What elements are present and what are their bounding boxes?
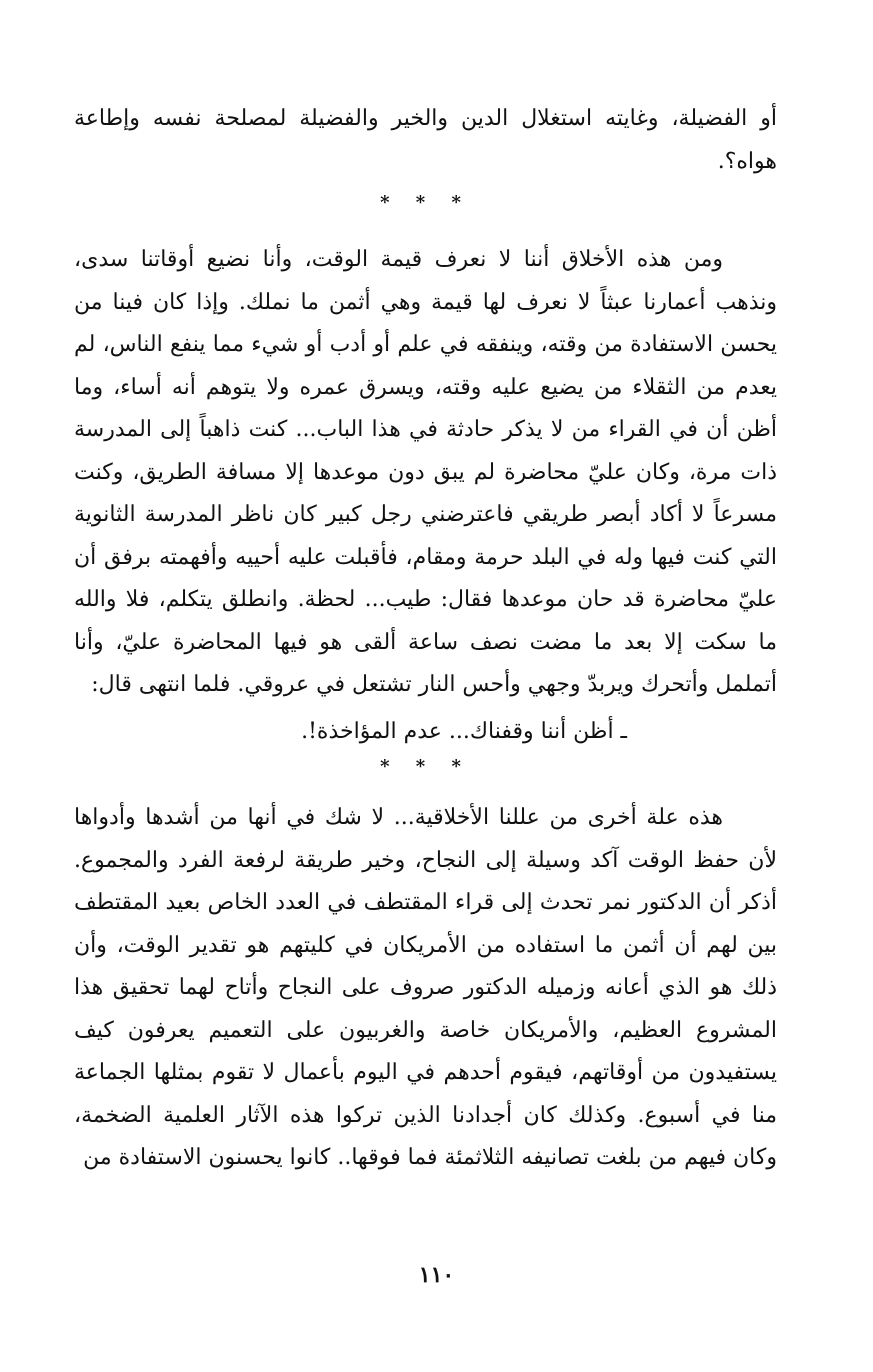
paragraph-continuation: أو الفضيلة، وغايته استغلال الدين والخير والفضيلة لمصلحة نفسه وإطاعة هواه؟. — [74, 106, 777, 174]
dialogue-quote: ـ أظن أننا وقفناك... عدم المؤاخذة!. — [301, 718, 627, 744]
paragraph-moral-defect: هذه علة أخرى من عللنا الأخلاقية... لا شك في أنها من أشدها وأدواها لأن حفظ الوقت آكد وسيلة إلى النجاح، وخير طريقة لرفعة الفرد والمجموع. أذكر أن الدكتور نمر تحدث إلى قراء المقتطف في العدد الخاص بعيد المقتطف بين لهم أن أثمن ما استفاده من الأمريكان في كليتهم هو تقدير الوقت، وأن ذلك هو الذي أعانه وزميله الدكتور صروف على النجاح وأتاح لهما تحقيق هذا المشروع العظيم، والأمريكان خاصة والغربيون على التعميم يعرفون كيف يستفيدون من أوقاتهم، فيقوم أحدهم في اليوم بأعمال لا تقوم بمثلها الجماعة منا في أسبوع. وكذلك كان أجدادنا الذين تركوا هذه الآثار العلمية الضخمة، وكان فيهم من بلغت تصانيفه الثلاثمئة فما فوقها.. كانوا يحسنون الاستفادة من — [74, 805, 777, 1170]
page-number: ١١٠ — [418, 1262, 455, 1288]
section-separator: * * * — [380, 192, 471, 213]
section-separator-2: * * * — [380, 756, 471, 777]
paragraph-time-value: ومن هذه الأخلاق أننا لا نعرف قيمة الوقت، وأنا نضيع أوقاتنا سدى، ونذهب أعمارنا عبثاً لا نعرف لها قيمة وهي أثمن ما نملك. وإذا كان فينا من يحسن الاستفادة من وقته، وينفقه في علم أو أدب أو شيء مما ينفع الناس، لم يعدم من الثقلاء من يضيع عليه وقته، ويسرق عمره ولا يتوهم أنه أساء، وما أظن أن في القراء من لا يذكر حادثة في هذا الباب... كنت ذاهباً إلى المدرسة ذات مرة، وكان عليّ محاضرة لم يبق دون موعدها إلا مسافة الطريق، وكنت مسرعاً لا أكاد أبصر طريقي فاعترضني رجل كبير كان ناظر المدرسة الثانوية التي كنت فيها وله في البلد حرمة ومقام، فأقبلت عليه أحييه وأفهمته برفق أن عليّ محاضرة قد حان موعدها فقال: طيب... لحظة. وانطلق يتكلم، فلا والله ما سكت إلا بعد ما مضت نصف ساعة ألقى هو فيها المحاضرة عليّ، وأنا أتململ وأتحرك ويربدّ وجهي وأحس النار تشتعل في عروقي. فلما انتهى قال: — [74, 247, 777, 697]
